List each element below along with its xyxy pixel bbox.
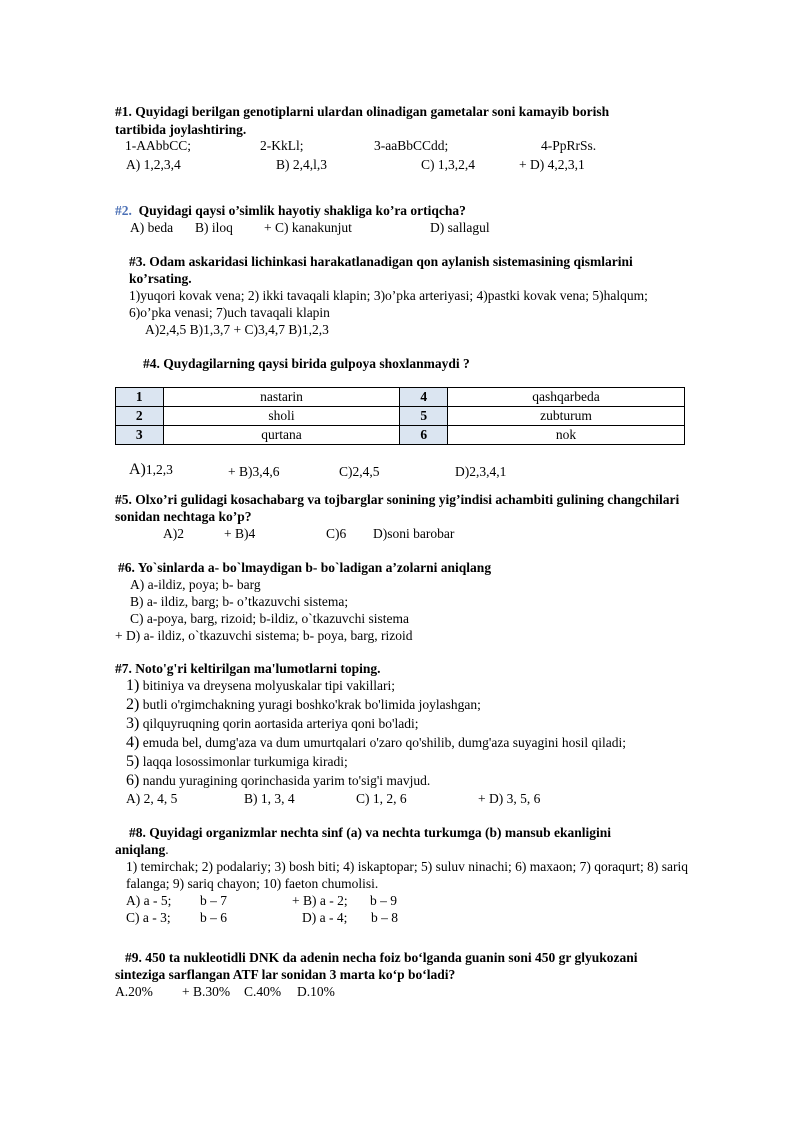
table-row [116,426,685,445]
q7-title: #7. Noto'g'ri keltirilgan ma'lumotlarni toping. [115,661,381,676]
q2-question: Quyidagi qaysi o’simlik hayotiy shakliga ko’ra ortiqcha? [138,203,466,218]
q7-option-a: A) 2, 4, 5 [126,791,178,806]
q5-title-line2: sonidan nechtaga ko’p? [115,509,252,524]
q7-item-text: nandu yuragining qorinchasida yarim to'sig'i mavjud. [142,773,431,788]
q9-title-line2: sinteziga sarflangan ATF lar sonidan 3 marta ko‘p bo‘ladi? [115,967,456,982]
q8-option-b-sinf-correct: + B) a - 2; [292,893,348,908]
q7-item-number: 3) [126,715,140,732]
q1-genotype-3: 3-aaBbCCdd; [374,138,449,153]
q1-option-a: A) 1,2,3,4 [126,157,181,172]
q2-option-a: A) beda [130,220,174,235]
q3-answers: A)2,4,5 B)1,3,7 + C)3,4,7 B)1,2,3 [145,322,329,337]
table-cell-number: 1 [116,388,164,407]
table-cell-plant: qashqarbeda [448,388,685,407]
table-cell-number: 5 [400,407,448,426]
q7-item-number: 6) [126,772,140,789]
q7-item-text: butli o'rgimchakning yuragi boshko'krak bo'limida joylashgan; [142,697,481,712]
q1-genotype-4: 4-PpRrSs. [541,138,597,153]
q8-option-b-turkum: b – 9 [370,893,397,908]
q8-option-d-turkum: b – 8 [371,910,398,925]
q7-item-number: 5) [126,753,140,770]
q6-option-b: B) a- ildiz, barg; b- o’tkazuvchi sistema; [130,594,349,609]
q3-items-line2: 6)o’pka venasi; 7)uch tavaqali klapin [129,305,330,320]
table-cell-plant: zubturum [448,407,685,426]
q8-title-line2-text: aniqlang [115,842,166,857]
q4-title: #4. Quydagilarning qaysi birida gulpoya shoxlanmaydi ? [143,356,470,371]
q8-option-a-sinf: A) a - 5; [126,893,172,908]
q1-title-line2: tartibida joylashtiring. [115,122,247,137]
q1-genotype-2: 2-KkLl; [260,138,304,153]
q7-item-5 [126,753,348,770]
table-cell-number: 6 [400,426,448,445]
q1-title-line1: #1. Quyidagi berilgan genotiplarni ulardan olinadigan gametalar soni kamayib borish [115,104,610,119]
q5-option-a: A)2 [163,526,184,541]
q5-option-d: D)soni barobar [373,526,455,541]
q7-option-d-correct: + D) 3, 5, 6 [478,791,541,806]
q7-item-2 [126,696,481,713]
q7-option-c: C) 1, 2, 6 [356,791,407,806]
q8-title-line1: #8. Quyidagi organizmlar nechta sinf (a) va nechta turkumga (b) mansub ekanligini [129,825,612,840]
table-cell-plant: nastarin [163,388,400,407]
q3-items-line1: 1)yuqori kovak vena; 2) ikki tavaqali klapin; 3)o’pka arteriyasi; 4)pastki kovak vena; 5)halqum; [129,288,648,303]
q9-title-line1: #9. 450 ta nukleotidli DNK da adenin necha foiz bo‘lganda guanin soni 450 gr glyukozani [125,950,638,965]
q6-option-d-correct: + D) a- ildiz, o`tkazuvchi sistema; b- poya, barg, rizoid [115,628,413,643]
q9-option-c: C.40% [244,984,282,999]
q7-item-number: 2) [126,696,140,713]
q4-option-b-correct: + B)3,4,6 [228,464,280,479]
q2-option-d: D) sallagul [430,220,490,235]
table-cell-number: 3 [116,426,164,445]
q8-option-c-sinf: C) a - 3; [126,910,171,925]
q4-option-a [129,461,173,478]
q7-item-text: emuda bel, dumg'aza va dum umurtqalari o'zaro qo'shilib, dumg'aza suyagini hosil qiladi; [142,735,626,750]
q9-option-d: D.10% [297,984,335,999]
q8-option-d-sinf: D) a - 4; [302,910,348,925]
q2-option-c-correct: + C) kanakunjut [264,220,352,235]
q7-item-text: bitiniya va dreysena molyuskalar tipi vakillari; [142,678,396,693]
q5-option-c: C)6 [326,526,347,541]
table-row [116,388,685,407]
q7-item-4 [126,734,626,751]
q2-title [115,202,466,219]
q4-plants-table [115,387,685,445]
q4-option-d: D)2,3,4,1 [455,464,507,479]
table-cell-plant: nok [448,426,685,445]
q7-item-number: 1) [126,677,140,694]
q8-items-line1: 1) temirchak; 2) podalariy; 3) bosh biti; 4) iskaptopar; 5) suluv ninachi; 6) maxaon; 7) qoraqurt; 8) sariq [126,859,688,874]
table-cell-plant: sholi [163,407,400,426]
q1-option-b: B) 2,4,l,3 [276,157,328,172]
table-cell-plant: qurtana [163,426,400,445]
q7-item-3 [126,715,418,732]
q3-title-line1: #3. Odam askaridasi lichinkasi harakatlanadigan qon aylanish sistemasining qismlarini [129,254,633,269]
table-cell-number: 4 [400,388,448,407]
q7-item-text: laqqa losossimonlar turkumiga kiradi; [142,754,348,769]
q4-option-c: C)2,4,5 [339,464,380,479]
q6-option-c: C) a-poya, barg, rizoid; b-ildiz, o`tkazuvchi sistema [130,611,410,626]
q6-title: #6. Yo`sinlarda a- bo`lmaydigan b- bo`ladigan a’zolarni aniqlang [118,560,492,575]
q1-option-d-correct: + D) 4,2,3,1 [519,157,585,172]
table-cell-number: 2 [116,407,164,426]
q2-number: #2. [115,203,132,218]
q8-title-line2-dot: . [165,842,169,857]
q8-option-a-turkum: b – 7 [200,893,227,908]
q7-item-text: qilquyruqning qorin aortasida arteriya qoni bo'ladi; [142,716,419,731]
q7-item-6 [126,772,430,789]
q1-option-c: C) 1,3,2,4 [421,157,475,172]
q5-option-b-correct: + B)4 [224,526,256,541]
q8-option-c-turkum: b – 6 [200,910,227,925]
q3-title-line2: ko’rsating. [129,271,192,286]
q2-option-b: B) iloq [195,220,233,235]
q6-option-a: A) a-ildiz, poya; b- barg [130,577,261,592]
q7-item-1 [126,677,395,694]
q7-item-number: 4) [126,734,140,751]
table-row [116,407,685,426]
q8-title-line2 [115,841,169,858]
q4-option-a-letter: A) [129,461,146,478]
q9-option-a: A.20% [115,984,153,999]
q5-title-line1: #5. Olxo’ri gulidagi kosachabarg va tojbarglar sonining yig’indisi achambiti gulining changchilari [115,492,680,507]
q8-items-line2: falanga; 9) sariq chayon; 10) faeton chumolisi. [126,876,379,891]
q4-option-a-value: 1,2,3 [145,462,173,477]
q1-genotype-1: 1-AAbbCC; [125,138,192,153]
q9-option-b-correct: + B.30% [182,984,231,999]
q7-option-b: B) 1, 3, 4 [244,791,295,806]
